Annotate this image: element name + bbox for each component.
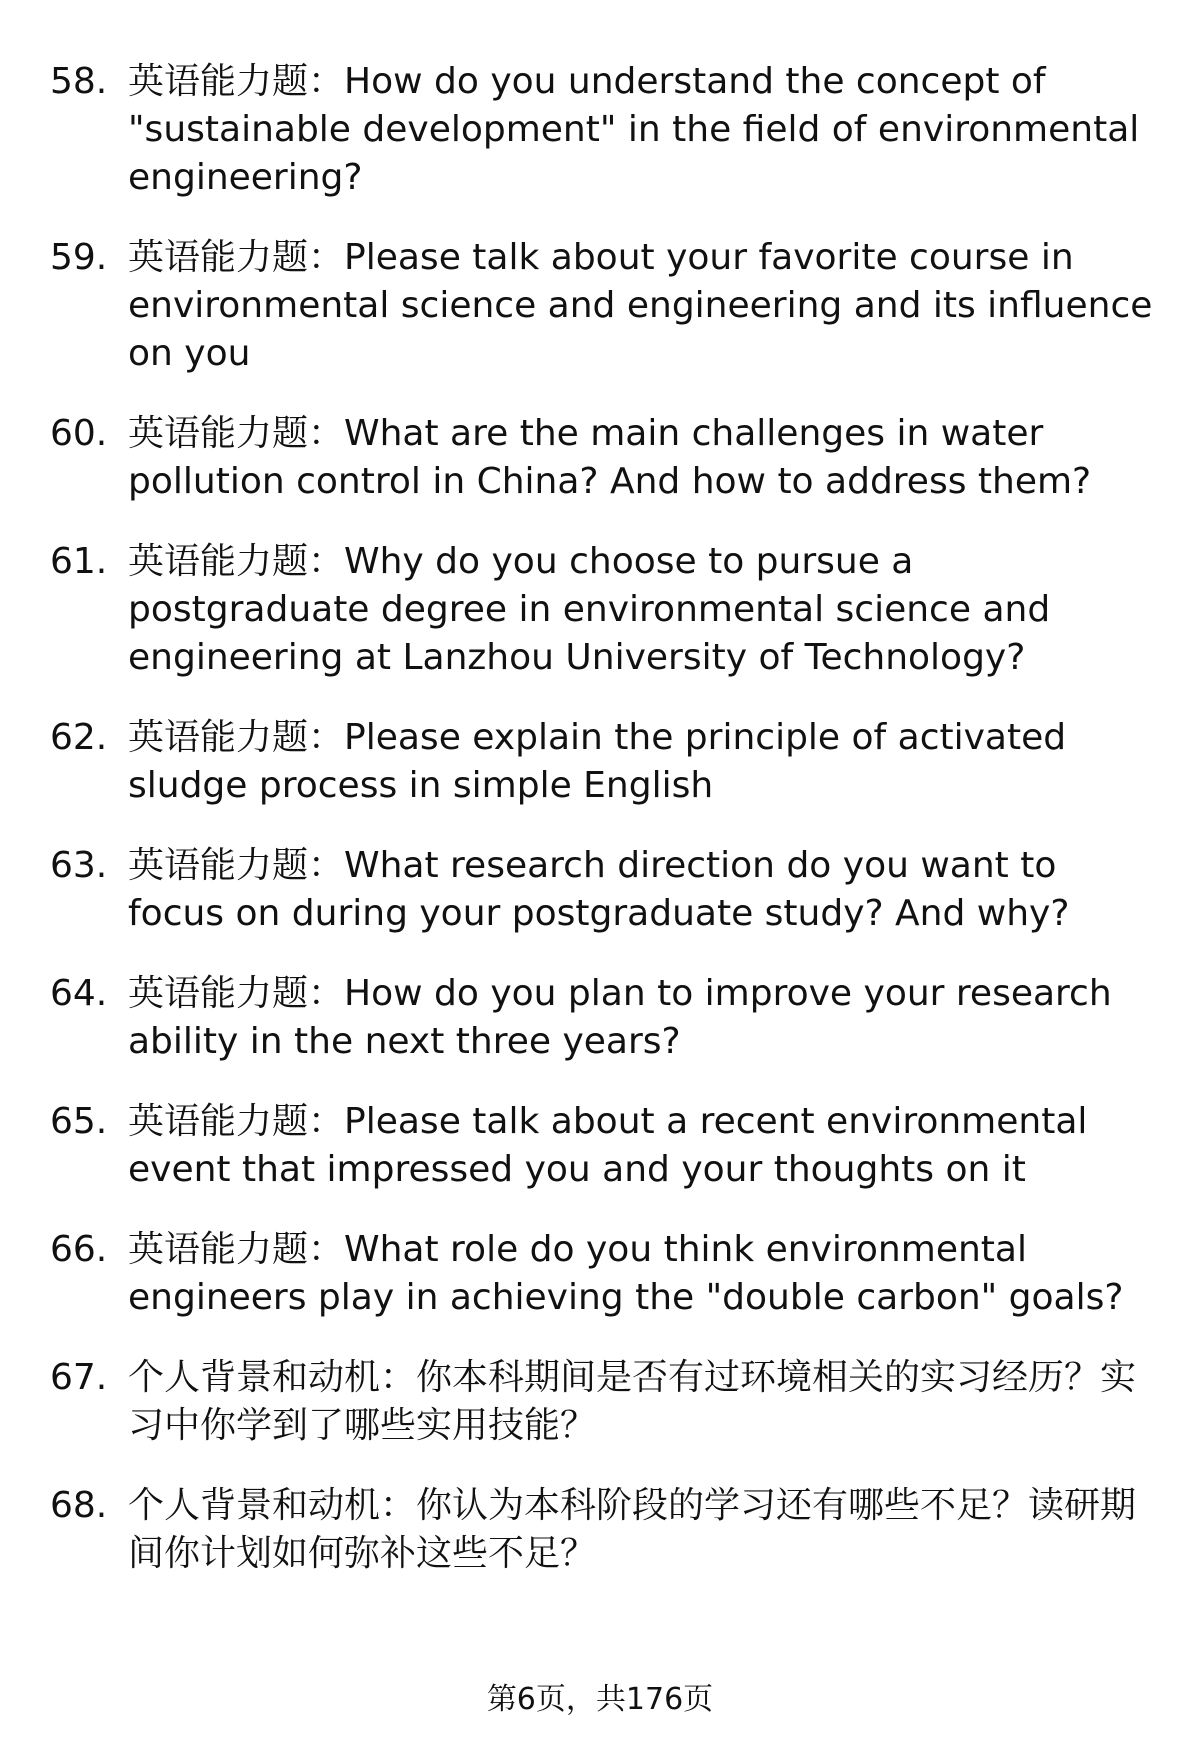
question-number: 66. <box>50 1229 108 1270</box>
question-body <box>128 1354 1160 1450</box>
question-number: 67. <box>50 1357 108 1398</box>
question-body <box>128 842 1160 938</box>
question-body <box>128 714 1160 810</box>
question-category: 英语能力题： <box>128 237 345 278</box>
question-number: 61. <box>50 541 108 582</box>
question-item-59 <box>50 234 1160 378</box>
question-number: 63. <box>50 845 108 886</box>
question-number: 60. <box>50 413 108 454</box>
question-body <box>128 1226 1160 1322</box>
question-text: Please talk about a recent environmental event that impressed you and your thoughts on it <box>128 1101 1088 1190</box>
question-body <box>128 410 1160 506</box>
question-category: 英语能力题： <box>128 541 345 582</box>
question-text: How do you understand the concept of "sustainable development" in the field of environmental engineering? <box>128 61 1140 198</box>
question-number: 62. <box>50 717 108 758</box>
page-number-footer: 第6页，共176页 <box>486 1682 714 1717</box>
question-body <box>128 1098 1160 1194</box>
question-category: 英语能力题： <box>128 61 345 102</box>
question-item-67 <box>50 1354 1160 1450</box>
question-text: Why do you choose to pursue a postgraduate degree in environmental science and engineering at Lanzhou University of Technology? <box>128 541 1051 678</box>
question-number: 59. <box>50 237 108 278</box>
question-text: Please explain the principle of activated sludge process in simple English <box>128 717 1067 806</box>
question-category: 英语能力题： <box>128 845 345 886</box>
question-text: What research direction do you want to focus on during your postgraduate study? And why? <box>128 845 1070 934</box>
question-item-62 <box>50 714 1160 810</box>
question-text: 你本科期间是否有过环境相关的实习经历？实习中你学到了哪些实用技能？ <box>128 1357 1137 1446</box>
question-body <box>128 538 1160 682</box>
question-number: 68. <box>50 1485 108 1526</box>
question-category: 英语能力题： <box>128 413 345 454</box>
question-item-65 <box>50 1098 1160 1194</box>
question-category: 英语能力题： <box>128 1101 345 1142</box>
question-item-64 <box>50 970 1160 1066</box>
question-body <box>128 58 1160 202</box>
question-text: 你认为本科阶段的学习还有哪些不足？读研期间你计划如何弥补这些不足？ <box>128 1485 1137 1574</box>
question-text: What role do you think environmental engineers play in achieving the "double carbon" goals? <box>128 1229 1124 1318</box>
question-item-68 <box>50 1482 1160 1578</box>
question-item-63 <box>50 842 1160 938</box>
question-text: What are the main challenges in water pollution control in China? And how to address them? <box>128 413 1092 502</box>
question-item-58 <box>50 58 1160 202</box>
question-item-66 <box>50 1226 1160 1322</box>
question-number: 58. <box>50 61 108 102</box>
question-category: 英语能力题： <box>128 973 345 1014</box>
question-body <box>128 1482 1160 1578</box>
question-body <box>128 234 1160 378</box>
question-text: Please talk about your favorite course in environmental science and engineering and its influence on you <box>128 237 1153 374</box>
question-text: How do you plan to improve your research ability in the next three years? <box>128 973 1112 1062</box>
question-item-60 <box>50 410 1160 506</box>
question-number: 64. <box>50 973 108 1014</box>
question-category: 英语能力题： <box>128 717 345 758</box>
question-number: 65. <box>50 1101 108 1142</box>
question-category: 个人背景和动机： <box>128 1485 417 1526</box>
question-item-61 <box>50 538 1160 682</box>
question-list <box>50 58 1160 1610</box>
question-body <box>128 970 1160 1066</box>
question-category: 个人背景和动机： <box>128 1357 417 1398</box>
question-category: 英语能力题： <box>128 1229 345 1270</box>
